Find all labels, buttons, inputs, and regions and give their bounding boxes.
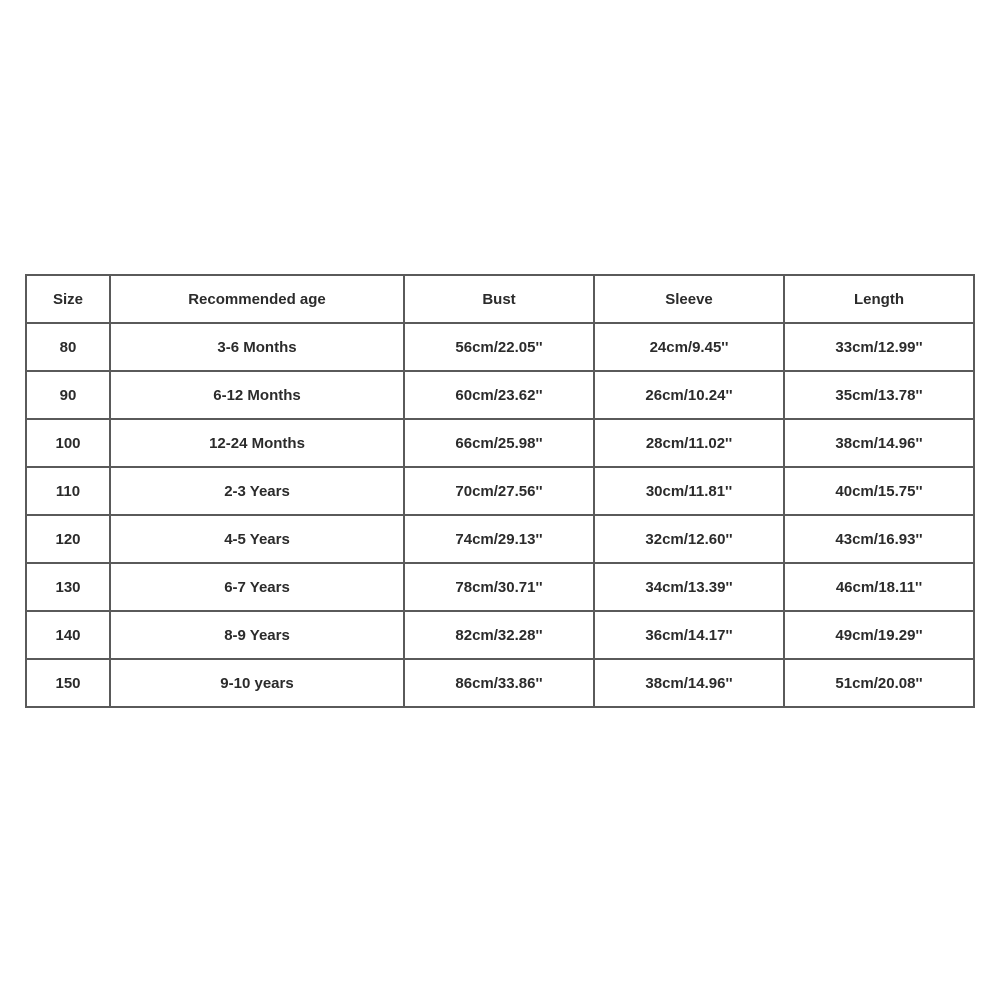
cell-bust: 82cm/32.28'' xyxy=(404,611,594,659)
cell-age: 2-3 Years xyxy=(110,467,404,515)
cell-length: 35cm/13.78'' xyxy=(784,371,974,419)
cell-length: 38cm/14.96'' xyxy=(784,419,974,467)
table-row xyxy=(26,611,974,659)
table-row xyxy=(26,659,974,707)
cell-size: 100 xyxy=(26,419,110,467)
table-row xyxy=(26,467,974,515)
table-row xyxy=(26,419,974,467)
cell-bust: 70cm/27.56'' xyxy=(404,467,594,515)
cell-sleeve: 34cm/13.39'' xyxy=(594,563,784,611)
header-row xyxy=(26,275,974,323)
cell-size: 130 xyxy=(26,563,110,611)
cell-size: 140 xyxy=(26,611,110,659)
cell-size: 110 xyxy=(26,467,110,515)
cell-age: 12-24 Months xyxy=(110,419,404,467)
table-row xyxy=(26,371,974,419)
cell-length: 33cm/12.99'' xyxy=(784,323,974,371)
table-row xyxy=(26,515,974,563)
cell-age: 8-9 Years xyxy=(110,611,404,659)
cell-length: 43cm/16.93'' xyxy=(784,515,974,563)
header-size: Size xyxy=(26,275,110,323)
cell-length: 46cm/18.11'' xyxy=(784,563,974,611)
cell-size: 150 xyxy=(26,659,110,707)
table-row xyxy=(26,323,974,371)
cell-size: 80 xyxy=(26,323,110,371)
cell-bust: 74cm/29.13'' xyxy=(404,515,594,563)
header-sleeve: Sleeve xyxy=(594,275,784,323)
cell-sleeve: 26cm/10.24'' xyxy=(594,371,784,419)
cell-sleeve: 36cm/14.17'' xyxy=(594,611,784,659)
cell-length: 40cm/15.75'' xyxy=(784,467,974,515)
cell-size: 120 xyxy=(26,515,110,563)
cell-age: 6-12 Months xyxy=(110,371,404,419)
size-chart-table xyxy=(25,274,975,708)
cell-age: 4-5 Years xyxy=(110,515,404,563)
header-recommended-age: Recommended age xyxy=(110,275,404,323)
cell-age: 6-7 Years xyxy=(110,563,404,611)
cell-bust: 78cm/30.71'' xyxy=(404,563,594,611)
table-row xyxy=(26,563,974,611)
cell-sleeve: 38cm/14.96'' xyxy=(594,659,784,707)
cell-length: 49cm/19.29'' xyxy=(784,611,974,659)
cell-sleeve: 30cm/11.81'' xyxy=(594,467,784,515)
cell-bust: 66cm/25.98'' xyxy=(404,419,594,467)
cell-sleeve: 28cm/11.02'' xyxy=(594,419,784,467)
header-length: Length xyxy=(784,275,974,323)
header-bust: Bust xyxy=(404,275,594,323)
cell-sleeve: 24cm/9.45'' xyxy=(594,323,784,371)
cell-age: 3-6 Months xyxy=(110,323,404,371)
cell-bust: 56cm/22.05'' xyxy=(404,323,594,371)
cell-bust: 60cm/23.62'' xyxy=(404,371,594,419)
cell-length: 51cm/20.08'' xyxy=(784,659,974,707)
cell-age: 9-10 years xyxy=(110,659,404,707)
cell-size: 90 xyxy=(26,371,110,419)
cell-sleeve: 32cm/12.60'' xyxy=(594,515,784,563)
cell-bust: 86cm/33.86'' xyxy=(404,659,594,707)
